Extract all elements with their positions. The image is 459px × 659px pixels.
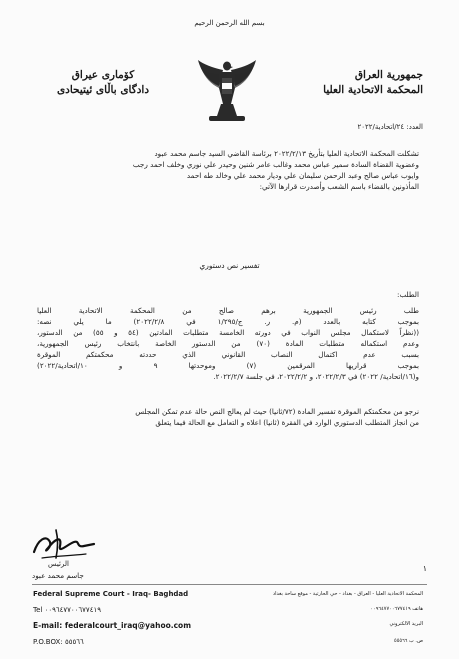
footer-pobox-ar: ص. ب ٥٥٥٦٦: [394, 638, 423, 644]
text-line: و(١٦/اتحادية/ ٢٠٢٢) في ٢٠٢٢/٢/٣، و ٢٠٢٢/٢/٢، في جلسة ٢٠٢٢/٢/٧.: [213, 372, 419, 381]
footer-address-ar: المحكمة الاتحادية العليا - العراق - بغداد - حي الحارثية - موقع ساحة بغداد: [272, 591, 423, 597]
footer-pobox: P.O.BOX: ٥٥٥٦٦: [33, 638, 84, 646]
text-line: وعدم استكماله متطلبات المادة (٧٠) من الدستور الخاصة بانتخاب رئيس الجمهورية،: [37, 339, 419, 348]
signature-title: الرئيس: [48, 560, 69, 568]
text-line: نرجو من محكمتكم الموقرة تفسير المادة (٧٢/ثانيا) حيث لم يعالج النص حالة عدم تمكن المجلس: [135, 407, 419, 416]
header-kurdish: [38, 68, 168, 98]
footer-divider: [32, 584, 427, 585]
court-name-ku: دادگای باڵای ئیتیحادی: [56, 84, 150, 96]
document-number: العدد: ٢٤/اتحادية/٢٠٢٢: [357, 123, 423, 131]
text-line: بسبب عدم اكتمال النصاب القانوني الذي حددته محكمتكم الموقرة: [37, 350, 419, 359]
basmala: بسم الله الرحمن الرحيم: [194, 19, 265, 27]
iraq-eagle-emblem-icon: [195, 58, 259, 128]
footer-email: E-mail: federalcourt_iraq@yahoo.com: [33, 621, 192, 630]
page-number: ١: [422, 564, 427, 573]
signature-name: جاسم محمد عبود: [32, 571, 84, 580]
document-title: تفسير نص دستوري: [199, 261, 260, 270]
text-line: طلب رئيس الجمهورية برهم صالح من المحكمة الاتحادية العليا: [37, 306, 419, 315]
text-line: تشكلت المحكمة الاتحادية العليا بتأريخ ٢٠٢٢/٢/١٣ برئاسة القاضي السيد جاسم محمد عبود: [154, 149, 419, 158]
text-line: من انجاز المتطلب الدستوري الوارد في الفقرة (ثانيا) اعلاه و التعامل مع الحالة فيما يتعلق: [155, 418, 419, 427]
footer-court-name-en: Federal Supreme Court - Iraq- Baghdad: [33, 590, 189, 598]
text-line: بموجب قراريها المرقمين (٧) وموحدتها ٩ و ١٠/اتحادية/٢٠٢٢): [37, 361, 419, 370]
handwritten-signature-icon: [28, 518, 98, 564]
text-line: المأذونين بالقضاء باسم الشعب وأصدرت قرارها الآتي:: [259, 182, 419, 191]
text-line: وعضوية القضاة السادة سمير عباس محمد وغالب عامر شنين وحيدر علي نوري وخلف احمد رجب: [132, 160, 419, 169]
country-name-ku: كۆماری عیراق: [71, 69, 135, 81]
country-name-ar: جمهورية العراق: [354, 69, 423, 81]
text-line: وايوب عباس صالح وعبد الرحمن سليمان علي وديار محمد علي وخالد طه احمد: [186, 171, 419, 180]
intro-paragraph: [37, 148, 419, 192]
court-name-ar: المحكمة الاتحادية العليا: [323, 84, 423, 96]
footer-tel: Tel ٠٠٩٦٤٧٧٠٠٦٧٧٤١٩: [33, 606, 101, 614]
footer-email-label-ar: البريد الالكتروني: [389, 621, 423, 627]
text-line: ((نظراً لاستكمال مجلس النواب في دورته الخامسة متطلبات المادتين (٥٤ و ٥٥) من الدستور،: [37, 328, 419, 337]
header-arabic: [303, 68, 423, 98]
text-line: بموجب كتابه بالعدد (م. ر. ج/١/٢٩٥ في ٢٠٢٢/٢/٨) ما يلي نصه:: [37, 317, 420, 326]
footer-phone-ar: هاتف ٠٠٩٦٤٧٧٠٠٦٧٧٤١٩: [370, 606, 423, 612]
request-paragraph: [37, 305, 419, 382]
question-paragraph: [37, 406, 419, 428]
request-label: الطلب:: [397, 290, 419, 299]
